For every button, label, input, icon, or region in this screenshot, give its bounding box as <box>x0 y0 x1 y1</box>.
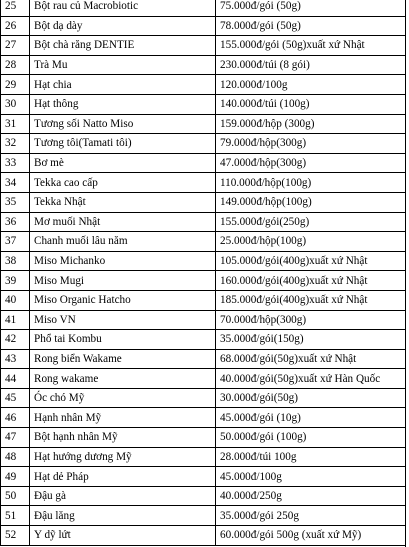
price-cell: 155.000đ/gói(250g) <box>216 212 406 232</box>
table-row <box>1 526 406 546</box>
product-name-cell: Đậu lăng <box>30 506 216 526</box>
table-row <box>1 94 406 114</box>
price-cell: 50.000đ/gói (100g) <box>216 428 406 448</box>
product-name-cell: Bột rau củ Macrobiotic <box>30 0 216 16</box>
price-cell: 70.000đ/hộp(300g) <box>216 310 406 330</box>
price-cell: 105.000đ/gói(400g)xuất xứ Nhật <box>216 251 406 271</box>
product-name-cell: Hạt chia <box>30 75 216 95</box>
row-number-cell: 35 <box>1 192 30 212</box>
price-cell: 47.000đ/hộp(300g) <box>216 153 406 173</box>
price-cell: 30.000đ/gói(50g) <box>216 388 406 408</box>
table-row <box>1 55 406 75</box>
product-name-cell: Chanh muối lâu năm <box>30 232 216 252</box>
price-cell: 40.000đ/250g <box>216 486 406 506</box>
product-name-cell: Tekka Nhật <box>30 192 216 212</box>
product-name-cell: Hạnh nhân Mỹ <box>30 408 216 428</box>
row-number-cell: 44 <box>1 369 30 389</box>
price-cell: 75.000đ/gói (50g) <box>216 0 406 16</box>
price-cell: 110.000đ/hộp(100g) <box>216 173 406 193</box>
row-number-cell: 50 <box>1 486 30 506</box>
table-row <box>1 447 406 467</box>
table-row <box>1 467 406 487</box>
price-cell: 230.000đ/túi (8 gói) <box>216 55 406 75</box>
row-number-cell: 36 <box>1 212 30 232</box>
product-name-cell: Miso Organic Hatcho <box>30 290 216 310</box>
row-number-cell: 41 <box>1 310 30 330</box>
price-cell: 68.000đ/gói(50g)xuất xứ Nhật <box>216 349 406 369</box>
table-row <box>1 36 406 56</box>
product-name-cell: Rong biển Wakame <box>30 349 216 369</box>
product-name-cell: Tương sối Natto Miso <box>30 114 216 134</box>
product-name-cell: Miso VN <box>30 310 216 330</box>
table-row <box>1 192 406 212</box>
product-name-cell: Miso Michanko <box>30 251 216 271</box>
row-number-cell: 40 <box>1 290 30 310</box>
table-row <box>1 114 406 134</box>
price-cell: 35.000đ/gói(150g) <box>216 330 406 350</box>
product-name-cell: Óc chó Mỹ <box>30 388 216 408</box>
row-number-cell: 26 <box>1 16 30 36</box>
product-name-cell: Bột hạnh nhân Mỹ <box>30 428 216 448</box>
table-row <box>1 0 406 16</box>
table-row <box>1 428 406 448</box>
table-row <box>1 330 406 350</box>
right-border <box>405 0 406 547</box>
price-cell: 185.000đ/gói(400g)xuất xứ Nhật <box>216 290 406 310</box>
product-name-cell: Trà Mu <box>30 55 216 75</box>
row-number-cell: 52 <box>1 526 30 546</box>
price-cell: 40.000đ/gói(50g)xuất xứ Hàn Quốc <box>216 369 406 389</box>
row-number-cell: 49 <box>1 467 30 487</box>
table-row <box>1 349 406 369</box>
table-row <box>1 232 406 252</box>
table-row <box>1 271 406 291</box>
price-cell: 149.000đ/hộp(100g) <box>216 192 406 212</box>
price-cell: 160.000đ/gói(400g)xuất xứ Nhật <box>216 271 406 291</box>
product-name-cell: Rong wakame <box>30 369 216 389</box>
row-number-cell: 25 <box>1 0 30 16</box>
price-cell: 140.000đ/túi (100g) <box>216 94 406 114</box>
product-name-cell: Tương tôi(Tamati tôi) <box>30 134 216 154</box>
row-number-cell: 37 <box>1 232 30 252</box>
row-number-cell: 47 <box>1 428 30 448</box>
table-row <box>1 251 406 271</box>
table-row <box>1 16 406 36</box>
price-cell: 25.000đ/hộp(100g) <box>216 232 406 252</box>
table-row <box>1 388 406 408</box>
table-row <box>1 369 406 389</box>
price-cell: 120.000đ/100g <box>216 75 406 95</box>
price-cell: 159.000đ/hộp (300g) <box>216 114 406 134</box>
row-number-cell: 48 <box>1 447 30 467</box>
price-table-body <box>1 0 406 545</box>
price-cell: 78.000đ/gói (50g) <box>216 16 406 36</box>
row-number-cell: 42 <box>1 330 30 350</box>
table-row <box>1 153 406 173</box>
product-name-cell: Mơ muối Nhật <box>30 212 216 232</box>
product-name-cell: Y dỹ lứt <box>30 526 216 546</box>
row-number-cell: 43 <box>1 349 30 369</box>
product-name-cell: Bột chà răng DENTIE <box>30 36 216 56</box>
product-name-cell: Bơ mè <box>30 153 216 173</box>
table-row <box>1 290 406 310</box>
row-number-cell: 28 <box>1 55 30 75</box>
product-name-cell: Phổ tai Kombu <box>30 330 216 350</box>
table-row <box>1 75 406 95</box>
row-number-cell: 45 <box>1 388 30 408</box>
table-row <box>1 408 406 428</box>
row-number-cell: 31 <box>1 114 30 134</box>
price-cell: 45.000đ/gói (10g) <box>216 408 406 428</box>
product-name-cell: Bột dạ dày <box>30 16 216 36</box>
table-row <box>1 212 406 232</box>
row-number-cell: 34 <box>1 173 30 193</box>
price-cell: 155.000đ/gói (50g)xuất xứ Nhật <box>216 36 406 56</box>
product-name-cell: Đậu gà <box>30 486 216 506</box>
row-number-cell: 33 <box>1 153 30 173</box>
table-row <box>1 134 406 154</box>
product-name-cell: Miso Mugi <box>30 271 216 291</box>
table-row <box>1 173 406 193</box>
price-cell: 28.000đ/túi 100g <box>216 447 406 467</box>
row-number-cell: 27 <box>1 36 30 56</box>
price-cell: 45.000đ/100g <box>216 467 406 487</box>
table-row <box>1 310 406 330</box>
product-name-cell: Hạt thông <box>30 94 216 114</box>
row-number-cell: 39 <box>1 271 30 291</box>
product-name-cell: Hạt hướng dương Mỹ <box>30 447 216 467</box>
price-cell: 79.000đ/hộp(300g) <box>216 134 406 154</box>
row-number-cell: 38 <box>1 251 30 271</box>
row-number-cell: 30 <box>1 94 30 114</box>
row-number-cell: 29 <box>1 75 30 95</box>
product-name-cell: Hạt dẻ Pháp <box>30 467 216 487</box>
row-number-cell: 46 <box>1 408 30 428</box>
table-row <box>1 486 406 506</box>
price-cell: 35.000đ/gói 250g <box>216 506 406 526</box>
row-number-cell: 51 <box>1 506 30 526</box>
product-name-cell: Tekka cao cấp <box>30 173 216 193</box>
row-number-cell: 32 <box>1 134 30 154</box>
price-cell: 60.000đ/gói 500g (xuất xứ Mỹ) <box>216 526 406 546</box>
table-row <box>1 506 406 526</box>
